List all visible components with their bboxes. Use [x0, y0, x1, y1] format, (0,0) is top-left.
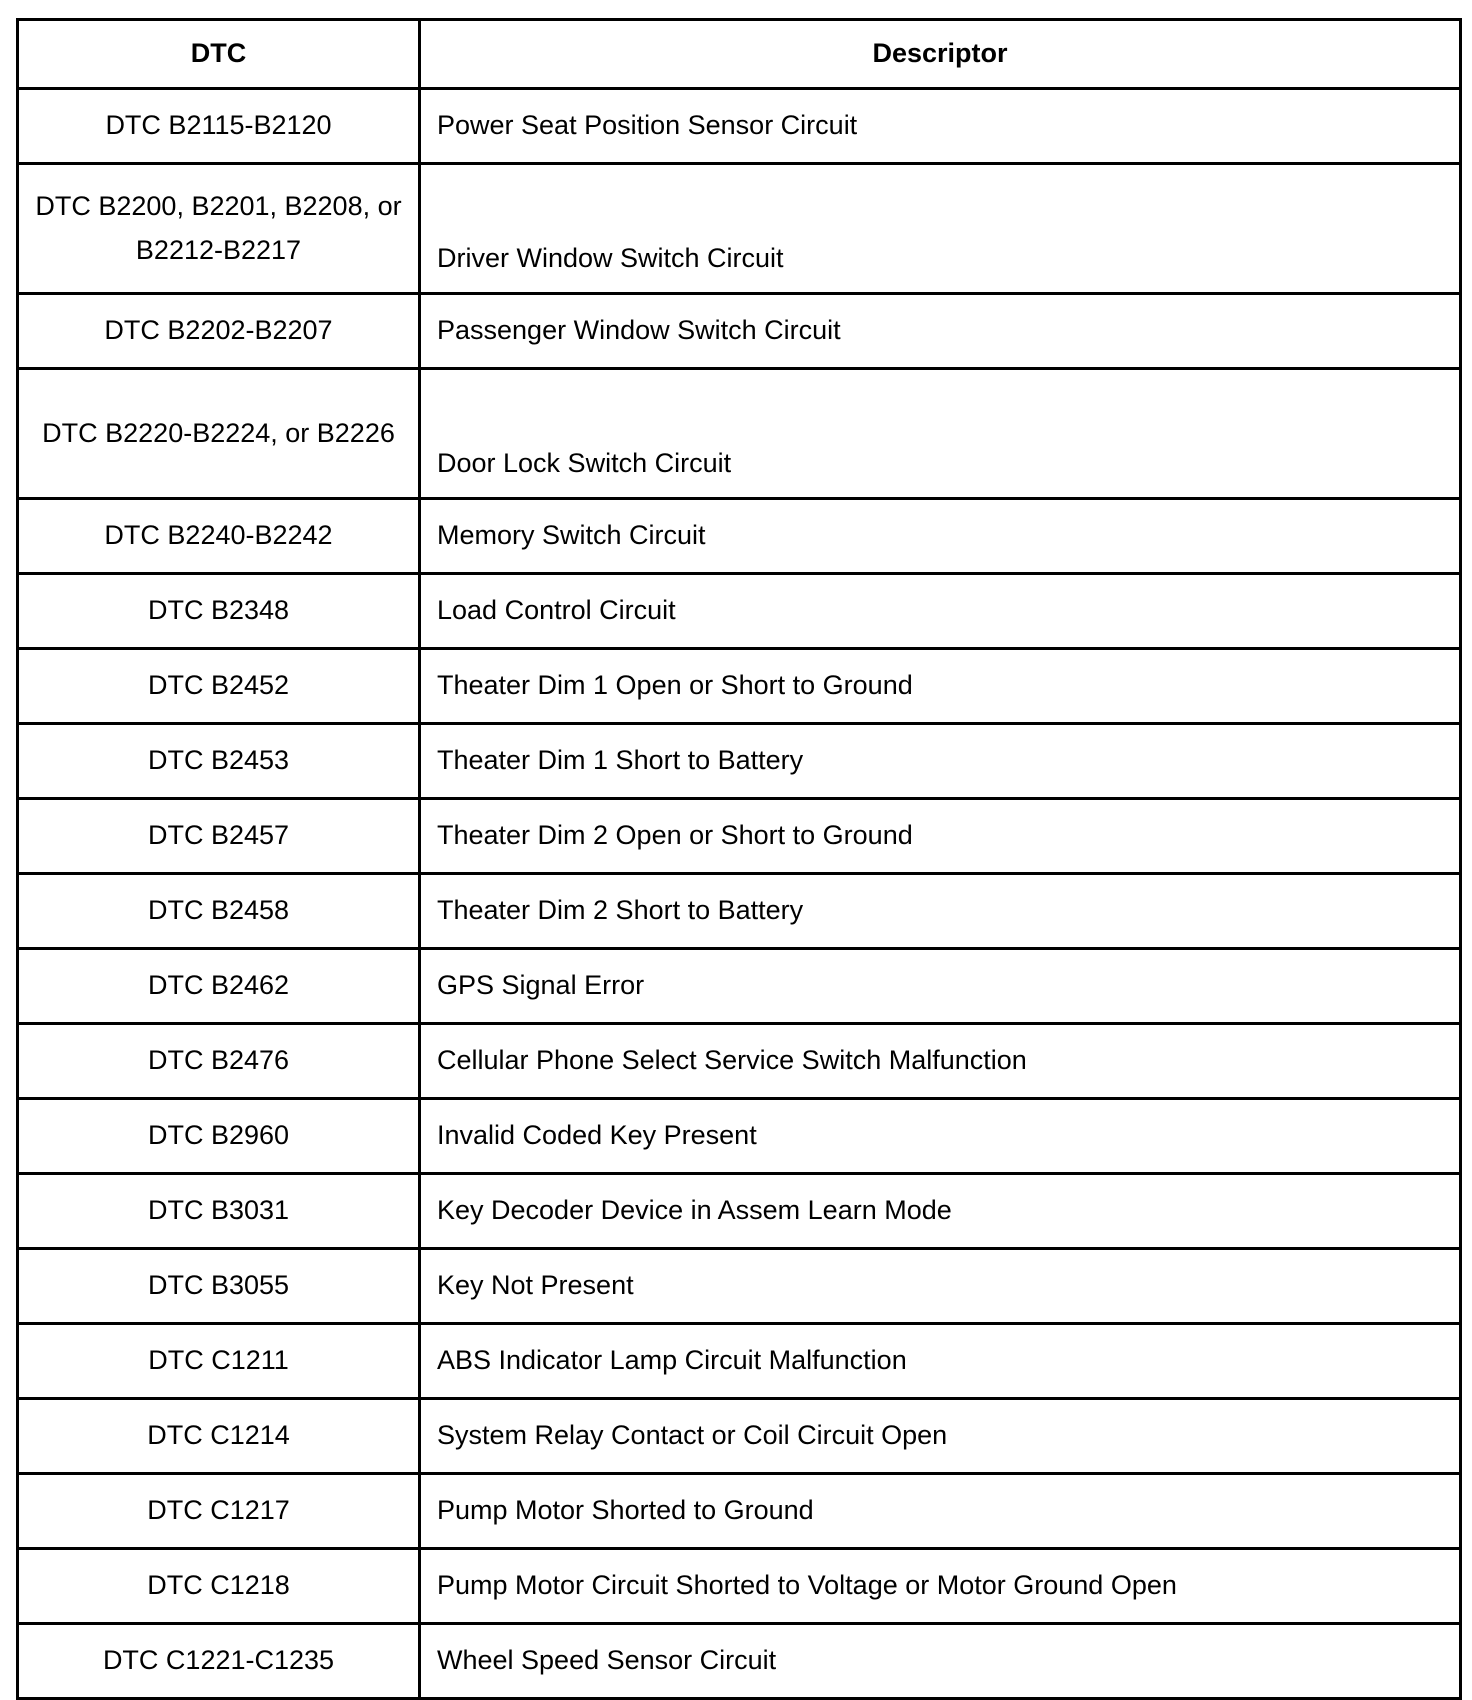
descriptor-cell: Load Control Circuit [420, 574, 1461, 649]
dtc-code-cell: DTC C1214 [18, 1399, 420, 1474]
descriptor-cell: GPS Signal Error [420, 949, 1461, 1024]
descriptor-cell: Pump Motor Circuit Shorted to Voltage or Motor Ground Open [420, 1549, 1461, 1624]
dtc-code-cell: DTC C1218 [18, 1549, 420, 1624]
dtc-code-cell: DTC B2240-B2242 [18, 499, 420, 574]
dtc-code-cell: DTC B2458 [18, 874, 420, 949]
table-body [18, 89, 1461, 1699]
table-row [18, 1024, 1461, 1099]
descriptor-cell: Pump Motor Shorted to Ground [420, 1474, 1461, 1549]
descriptor-cell: Invalid Coded Key Present [420, 1099, 1461, 1174]
column-header-descriptor: Descriptor [420, 20, 1461, 89]
table-row [18, 799, 1461, 874]
dtc-table [16, 18, 1462, 1700]
dtc-code-cell: DTC B2453 [18, 724, 420, 799]
dtc-code-cell: DTC B3031 [18, 1174, 420, 1249]
table-row [18, 1249, 1461, 1324]
dtc-code-cell: DTC C1221-C1235 [18, 1624, 420, 1699]
table-row [18, 874, 1461, 949]
dtc-code-cell: DTC C1211 [18, 1324, 420, 1399]
dtc-code-cell: DTC B2348 [18, 574, 420, 649]
dtc-code-cell: DTC B2462 [18, 949, 420, 1024]
descriptor-cell: ABS Indicator Lamp Circuit Malfunction [420, 1324, 1461, 1399]
header-row [18, 20, 1461, 89]
descriptor-cell: Theater Dim 1 Open or Short to Ground [420, 649, 1461, 724]
table-row [18, 1099, 1461, 1174]
dtc-code-cell: DTC B2115-B2120 [18, 89, 420, 164]
table-row [18, 574, 1461, 649]
descriptor-cell: Power Seat Position Sensor Circuit [420, 89, 1461, 164]
column-header-dtc: DTC [18, 20, 420, 89]
table-row [18, 1474, 1461, 1549]
descriptor-cell: Cellular Phone Select Service Switch Malfunction [420, 1024, 1461, 1099]
descriptor-cell: Driver Window Switch Circuit [420, 164, 1461, 294]
table-row [18, 1399, 1461, 1474]
dtc-code-cell: DTC B2960 [18, 1099, 420, 1174]
table-row [18, 1624, 1461, 1699]
table-row [18, 499, 1461, 574]
dtc-code-cell: DTC B2452 [18, 649, 420, 724]
dtc-code-cell: DTC B2476 [18, 1024, 420, 1099]
dtc-code-cell: DTC B2202-B2207 [18, 294, 420, 369]
dtc-code-cell: DTC B2200, B2201, B2208, or B2212-B2217 [18, 164, 420, 294]
table-row [18, 164, 1461, 294]
descriptor-cell: Key Decoder Device in Assem Learn Mode [420, 1174, 1461, 1249]
descriptor-cell: Key Not Present [420, 1249, 1461, 1324]
descriptor-cell: System Relay Contact or Coil Circuit Open [420, 1399, 1461, 1474]
dtc-code-cell: DTC B2220-B2224, or B2226 [18, 369, 420, 499]
dtc-code-cell: DTC C1217 [18, 1474, 420, 1549]
table-row [18, 949, 1461, 1024]
descriptor-cell: Theater Dim 2 Short to Battery [420, 874, 1461, 949]
table-row [18, 89, 1461, 164]
table-row [18, 1549, 1461, 1624]
table-row [18, 1174, 1461, 1249]
table-row [18, 369, 1461, 499]
table-row [18, 294, 1461, 369]
descriptor-cell: Theater Dim 2 Open or Short to Ground [420, 799, 1461, 874]
descriptor-cell: Memory Switch Circuit [420, 499, 1461, 574]
descriptor-cell: Passenger Window Switch Circuit [420, 294, 1461, 369]
dtc-code-cell: DTC B3055 [18, 1249, 420, 1324]
table-header [18, 20, 1461, 89]
table-row [18, 1324, 1461, 1399]
dtc-code-cell: DTC B2457 [18, 799, 420, 874]
descriptor-cell: Door Lock Switch Circuit [420, 369, 1461, 499]
descriptor-cell: Wheel Speed Sensor Circuit [420, 1624, 1461, 1699]
table-row [18, 649, 1461, 724]
descriptor-cell: Theater Dim 1 Short to Battery [420, 724, 1461, 799]
table-row [18, 724, 1461, 799]
